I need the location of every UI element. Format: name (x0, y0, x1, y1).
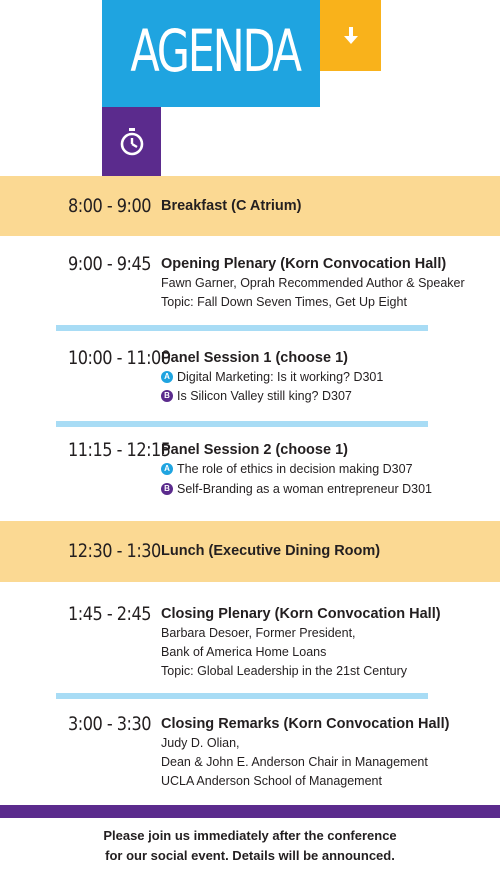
session-option (161, 389, 352, 403)
session-time: 10:00 - 11:00 (68, 347, 171, 369)
footer-note (0, 826, 500, 866)
session-title: Opening Plenary (Korn Convocation Hall) (161, 256, 447, 272)
agenda-header (102, 0, 320, 107)
session-detail: UCLA Anderson School of Management (161, 774, 382, 788)
session-option (161, 370, 383, 384)
session-title: Panel Session 2 (choose 1) (161, 442, 348, 458)
separator (56, 421, 428, 427)
session-title: Closing Remarks (Korn Convocation Hall) (161, 716, 450, 732)
session-detail: Topic: Global Leadership in the 21st Century (161, 664, 407, 678)
session-detail: Dean & John E. Anderson Chair in Management (161, 755, 428, 769)
session-option (161, 482, 432, 496)
session-time: 8:00 - 9:00 (68, 195, 152, 217)
stopwatch-icon (118, 127, 146, 157)
footer-line: for our social event. Details will be announced. (105, 848, 395, 863)
session-detail: Barbara Desoer, Former President, (161, 626, 356, 640)
separator (56, 325, 428, 331)
session-detail: Bank of America Home Loans (161, 645, 327, 659)
session-title: Closing Plenary (Korn Convocation Hall) (161, 606, 441, 622)
option-text: Digital Marketing: Is it working? D301 (177, 370, 384, 384)
separator (56, 693, 428, 699)
session-time: 12:30 - 1:30 (68, 540, 161, 562)
session-time: 9:00 - 9:45 (68, 253, 152, 275)
session-time: 3:00 - 3:30 (68, 713, 152, 735)
clock-block (102, 107, 161, 176)
session-title: Lunch (Executive Dining Room) (161, 543, 381, 559)
option-text: Is Silicon Valley still king? D307 (177, 389, 352, 403)
session-option (161, 462, 413, 476)
option-a-badge: A (161, 371, 173, 383)
session-detail: Topic: Fall Down Seven Times, Get Up Eight (161, 295, 407, 309)
arrow-down-icon (342, 26, 360, 46)
session-time: 1:45 - 2:45 (68, 603, 152, 625)
option-b-badge: B (161, 483, 173, 495)
session-time: 11:15 - 12:15 (68, 439, 171, 461)
option-b-badge: B (161, 390, 173, 402)
option-text: The role of ethics in decision making D307 (177, 462, 413, 476)
session-detail: Fawn Garner, Oprah Recommended Author & Speaker (161, 276, 465, 290)
arrow-block (320, 0, 381, 71)
page-title: AGENDA (130, 17, 300, 85)
session-title: Panel Session 1 (choose 1) (161, 350, 348, 366)
option-text: Self-Branding as a woman entrepreneur D301 (177, 482, 433, 496)
option-a-badge: A (161, 463, 173, 475)
session-title: Breakfast (C Atrium) (161, 198, 302, 214)
footer-line: Please join us immediately after the conference (103, 828, 397, 843)
session-detail: Judy D. Olian, (161, 736, 240, 750)
bottom-bar (0, 805, 500, 818)
